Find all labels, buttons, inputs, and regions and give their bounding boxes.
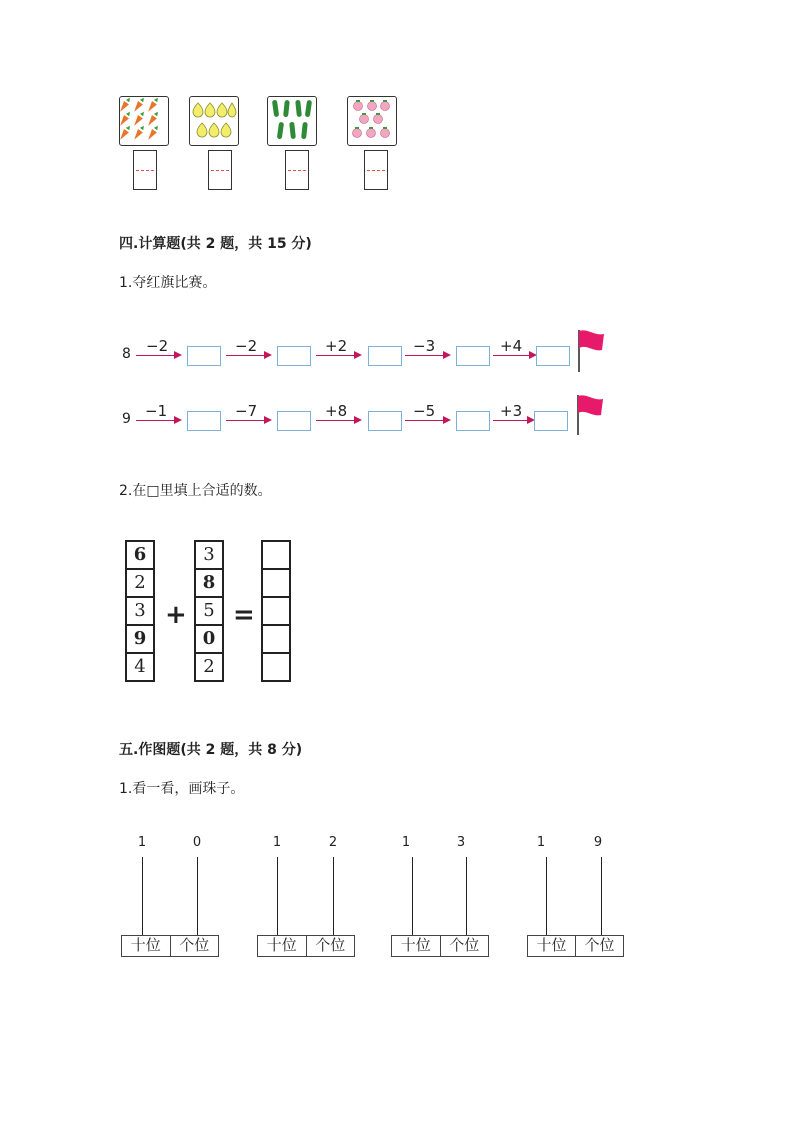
operation-label: +3 xyxy=(500,402,523,420)
ones-label: 个位 xyxy=(584,936,615,954)
arrow-head-icon xyxy=(354,351,362,359)
answer-box-carrot[interactable] xyxy=(133,150,157,190)
ones-label: 个位 xyxy=(449,936,480,954)
operation-label: −2 xyxy=(235,337,258,355)
answer-box-cucumber[interactable] xyxy=(285,150,309,190)
ones-digit: 2 xyxy=(328,835,338,850)
cucumber-picture xyxy=(267,96,317,146)
arrow xyxy=(136,420,176,421)
place-value-labels xyxy=(257,935,355,957)
place-value-labels xyxy=(527,935,624,957)
question-4-1: 1.夺红旗比赛。 xyxy=(119,275,217,291)
arrow-head-icon xyxy=(443,416,451,424)
right-column xyxy=(194,540,224,682)
equals-sign: = xyxy=(233,600,255,630)
ones-digit: 3 xyxy=(456,835,466,850)
arrow-head-icon xyxy=(354,416,362,424)
operation-label: +4 xyxy=(500,337,523,355)
ones-label: 个位 xyxy=(315,936,346,954)
answer-blank[interactable] xyxy=(368,411,402,431)
ones-label: 个位 xyxy=(179,936,210,954)
operation-label: −1 xyxy=(145,402,168,420)
arrow xyxy=(405,420,445,421)
plus-sign: + xyxy=(165,600,187,630)
arrow-head-icon xyxy=(174,416,182,424)
operation-label: −7 xyxy=(235,402,258,420)
digit-cell: 3 xyxy=(125,596,155,626)
result-cell[interactable] xyxy=(261,624,291,654)
ones-rod[interactable] xyxy=(197,857,198,936)
operation-label: −3 xyxy=(413,337,436,355)
ones-rod[interactable] xyxy=(466,857,467,936)
arrow xyxy=(136,355,176,356)
tens-digit: 1 xyxy=(272,835,282,850)
start-number: 9 xyxy=(122,411,131,427)
tens-rod[interactable] xyxy=(546,857,547,936)
tens-rod[interactable] xyxy=(142,857,143,936)
ones-digit: 9 xyxy=(593,835,603,850)
answer-blank[interactable] xyxy=(187,411,221,431)
answer-box-radish[interactable] xyxy=(364,150,388,190)
start-number: 8 xyxy=(122,346,131,362)
arrow xyxy=(316,355,356,356)
answer-blank[interactable] xyxy=(456,346,490,366)
pear-picture xyxy=(189,96,239,146)
question-4-2: 2.在□里填上合适的数。 xyxy=(119,483,272,499)
radish-icon xyxy=(348,97,395,144)
red-flag-icon xyxy=(575,393,605,437)
answer-blank[interactable] xyxy=(277,411,311,431)
answer-blank[interactable] xyxy=(456,411,490,431)
result-column xyxy=(261,540,291,682)
section-5-title: 五.作图题(共 2 题，共 8 分) xyxy=(119,742,303,758)
place-value-labels xyxy=(121,935,219,957)
arrow-head-icon xyxy=(264,351,272,359)
question-5-1: 1.看一看，画珠子。 xyxy=(119,781,245,797)
ones-digit: 0 xyxy=(192,835,202,850)
answer-blank[interactable] xyxy=(187,346,221,366)
arrow xyxy=(226,420,266,421)
place-value-labels xyxy=(391,935,489,957)
arrow xyxy=(493,420,529,421)
ones-rod[interactable] xyxy=(333,857,334,936)
digit-cell: 9 xyxy=(125,624,155,654)
arrow xyxy=(226,355,266,356)
answer-blank[interactable] xyxy=(536,346,570,366)
operation-label: −5 xyxy=(413,402,436,420)
operation-label: +2 xyxy=(325,337,348,355)
digit-cell: 2 xyxy=(125,568,155,598)
digit-cell: 2 xyxy=(194,652,224,682)
operation-label: +8 xyxy=(325,402,348,420)
answer-blank[interactable] xyxy=(534,411,568,431)
answer-box-pear[interactable] xyxy=(208,150,232,190)
tens-digit: 1 xyxy=(137,835,147,850)
section-4-title: 四.计算题(共 2 题，共 15 分) xyxy=(119,236,312,252)
result-cell[interactable] xyxy=(261,540,291,570)
radish-picture xyxy=(347,96,397,146)
arrow xyxy=(316,420,356,421)
pear-icon xyxy=(190,97,237,144)
digit-cell: 5 xyxy=(194,596,224,626)
digit-cell: 0 xyxy=(194,624,224,654)
carrot-picture xyxy=(119,96,169,146)
left-column xyxy=(125,540,155,682)
tens-label: 十位 xyxy=(528,936,576,956)
result-cell[interactable] xyxy=(261,596,291,626)
tens-digit: 1 xyxy=(536,835,546,850)
tens-label: 十位 xyxy=(392,936,441,956)
tens-rod[interactable] xyxy=(277,857,278,936)
tens-label: 十位 xyxy=(122,936,171,956)
tens-rod[interactable] xyxy=(412,857,413,936)
arrow-head-icon xyxy=(443,351,451,359)
arrow-head-icon xyxy=(174,351,182,359)
digit-cell: 3 xyxy=(194,540,224,570)
answer-blank[interactable] xyxy=(368,346,402,366)
answer-blank[interactable] xyxy=(277,346,311,366)
operation-label: −2 xyxy=(146,337,169,355)
red-flag-icon xyxy=(576,328,606,374)
cucumber-icon xyxy=(268,97,315,144)
ones-rod[interactable] xyxy=(601,857,602,936)
result-cell[interactable] xyxy=(261,652,291,682)
digit-cell: 4 xyxy=(125,652,155,682)
tens-digit: 1 xyxy=(401,835,411,850)
result-cell[interactable] xyxy=(261,568,291,598)
digit-cell: 8 xyxy=(194,568,224,598)
arrow xyxy=(493,355,531,356)
arrow xyxy=(405,355,445,356)
carrot-icon xyxy=(120,97,167,144)
tens-label: 十位 xyxy=(258,936,307,956)
digit-cell: 6 xyxy=(125,540,155,570)
arrow-head-icon xyxy=(264,416,272,424)
